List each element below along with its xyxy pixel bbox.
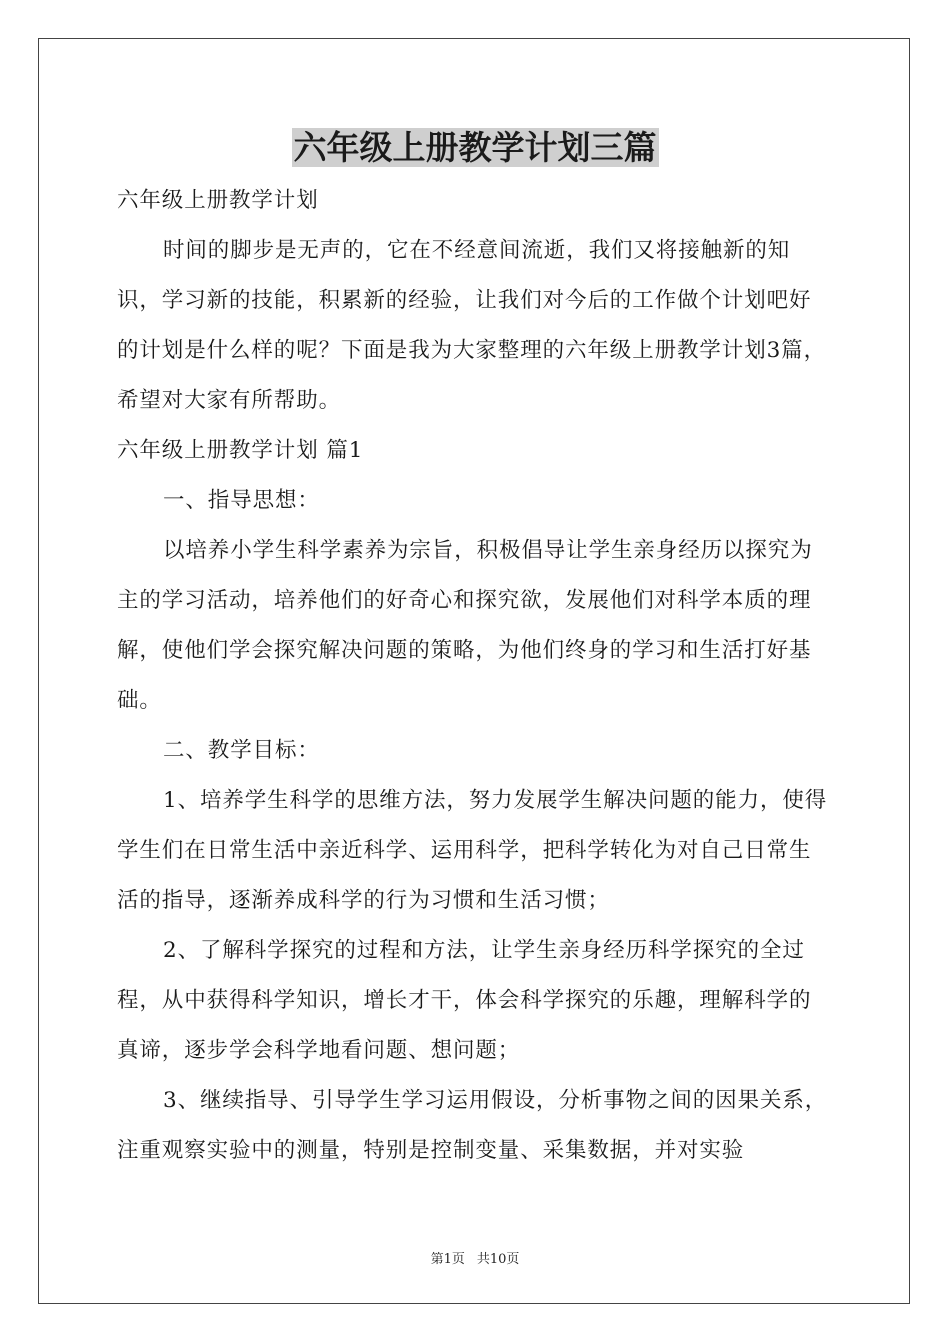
subtitle-paragraph: 六年级上册教学计划	[117, 188, 319, 213]
document-title	[0, 126, 950, 170]
document-title-text: 六年级上册教学计划三篇	[293, 128, 657, 167]
heading-guiding-thought: 一、指导思想：	[163, 488, 320, 513]
paragraph-guiding-thought: 以培养小学生科学素养为宗旨，积极倡导让学生亲身经历以探究为主的学习活动，培养他们的好奇心和探究欲，发展他们对科学本质的理解，使他们学会探究解决问题的策略，为他们终身的学习和生活打好基础。	[117, 538, 813, 713]
heading-teaching-goals: 二、教学目标：	[163, 738, 320, 763]
document-body	[117, 176, 833, 1176]
page-number: 第1页	[430, 1252, 465, 1267]
page-total: 共10页	[476, 1252, 520, 1267]
intro-paragraph: 时间的脚步是无声的，它在不经意间流逝，我们又将接触新的知识，学习新的技能，积累新的经验，让我们对今后的工作做个计划吧好的计划是什么样的呢？下面是我为大家整理的六年级上册教学计划3篇，希望对大家有所帮助。	[117, 238, 826, 413]
page-footer	[0, 1248, 950, 1267]
goal-item-1: 1、培养学生科学的思维方法，努力发展学生解决问题的能力，使得学生们在日常生活中亲近科学、运用科学，把科学转化为对自己日常生活的指导，逐渐养成科学的行为习惯和生活习惯；	[117, 788, 828, 913]
section-heading: 六年级上册教学计划 篇1	[117, 438, 364, 463]
goal-item-2: 2、了解科学探究的过程和方法，让学生亲身经历科学探究的全过程，从中获得科学知识，增长才干，体会科学探究的乐趣，理解科学的真谛，逐步学会科学地看问题、想问题；	[117, 938, 812, 1063]
goal-item-3: 3、继续指导、引导学生学习运用假设，分析事物之间的因果关系，注重观察实验中的测量，特别是控制变量、采集数据，并对实验	[117, 1088, 828, 1163]
